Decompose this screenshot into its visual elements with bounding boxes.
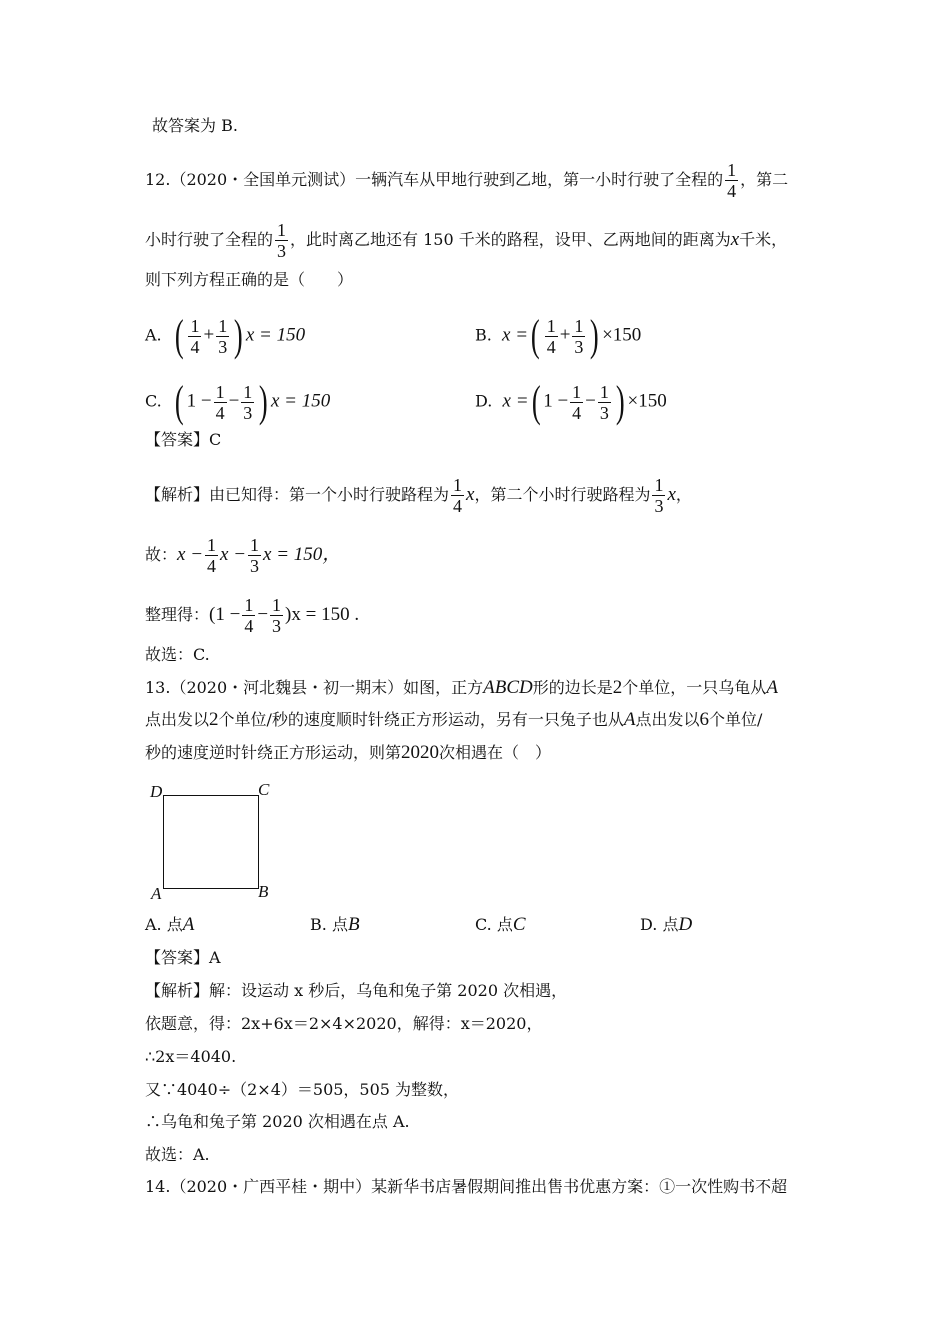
q13-line3: 秒的速度逆时针绕正方形运动，则第2020次相遇在（ ） bbox=[145, 742, 552, 763]
vertex-label-c: C bbox=[258, 780, 270, 799]
fraction-third: $\frac{1}{3}$ bbox=[277, 220, 287, 261]
q13-option-a[interactable]: A. 点A bbox=[145, 914, 195, 935]
q12-option-c[interactable]: C. ( 1 − $\frac{1}{4}$ − $\frac{1}{3}$ ) x = 150 bbox=[145, 377, 331, 426]
q13-analysis-line1: 【解析】解：设运动 x 秒后，乌龟和兔子第 2020 次相遇， bbox=[145, 981, 568, 1000]
vertex-label-d: D bbox=[150, 782, 163, 801]
q13-line1: 13.（2020・河北魏县・初一期末）如图，正方ABCD形的边长是2个单位，一只乌龟从A bbox=[145, 677, 778, 698]
q12-option-d[interactable]: D. x =( 1 − $\frac{1}{4}$ − $\frac{1}{3}$ ) ×150 bbox=[475, 377, 667, 426]
q12-line2: 小时行驶了全程的 $\frac{1}{3}$ ，此时离乙地还有 150 千米的路程，设甲、乙两地间的距离为x千米， bbox=[145, 220, 788, 261]
q12-answer: 【答案】C bbox=[145, 430, 222, 449]
q12-line3: 则下列方程正确的是（ ） bbox=[145, 270, 354, 289]
q12-line1: 12.（2020・全国单元测试）一辆汽车从甲地行驶到乙地，第一小时行驶了全程的 $\frac{1}{4}$ ，第二 bbox=[145, 160, 789, 201]
q13-select: 故选：A. bbox=[145, 1145, 210, 1164]
q12-analysis-line3: 整理得：(1 − $\frac{1}{4}$ − $\frac{1}{3}$ )x = 150 . bbox=[145, 595, 360, 636]
q13-option-b[interactable]: B. 点B bbox=[310, 914, 360, 935]
q13-option-d[interactable]: D. 点D bbox=[640, 914, 693, 935]
q13-analysis-line2: 依题意，得：2x+6x＝2×4×2020，解得：x＝2020， bbox=[145, 1014, 543, 1033]
q14-line1: 14.（2020・广西平桂・期中）某新华书店暑假期间推出售书优惠方案：①一次性购书不超 bbox=[145, 1177, 788, 1196]
q13-answer: 【答案】A bbox=[145, 948, 221, 967]
q12-option-b[interactable]: B. x =( $\frac{1}{4}$ + $\frac{1}{3}$ ) ×150 bbox=[475, 311, 642, 360]
q12-analysis-line2: 故：x − $\frac{1}{4}$ x − $\frac{1}{3}$ x = 150， bbox=[145, 535, 342, 576]
q12-select: 故选：C. bbox=[145, 645, 210, 664]
q13-line2: 点出发以2个单位/秒的速度顺时针绕正方形运动，另有一只兔子也从A点出发以6个单位/ bbox=[145, 709, 763, 730]
q13-analysis-line5: ∴乌龟和兔子第 2020 次相遇在点 A. bbox=[145, 1112, 410, 1131]
fraction-quarter: $\frac{1}{4}$ bbox=[727, 160, 737, 201]
q12-analysis-line1: 【解析】由已知得：第一个小时行驶路程为 $\frac{1}{4}$ x，第二个小时行驶路程为 $\frac{1}{3}$ x， bbox=[145, 475, 692, 516]
previous-answer: 故答案为 B. bbox=[152, 116, 238, 135]
vertex-label-b: B bbox=[258, 882, 269, 901]
q12-option-a[interactable]: A. ( $\frac{1}{4}$ + $\frac{1}{3}$ ) x = 150 bbox=[145, 311, 306, 360]
q13-analysis-line3: ∴2x＝4040. bbox=[145, 1047, 237, 1066]
q13-option-c[interactable]: C. 点C bbox=[475, 914, 526, 935]
square-figure bbox=[163, 795, 259, 889]
q13-analysis-line4: 又∵4040÷（2×4）＝505，505 为整数， bbox=[145, 1080, 460, 1099]
vertex-label-a: A bbox=[151, 884, 162, 903]
